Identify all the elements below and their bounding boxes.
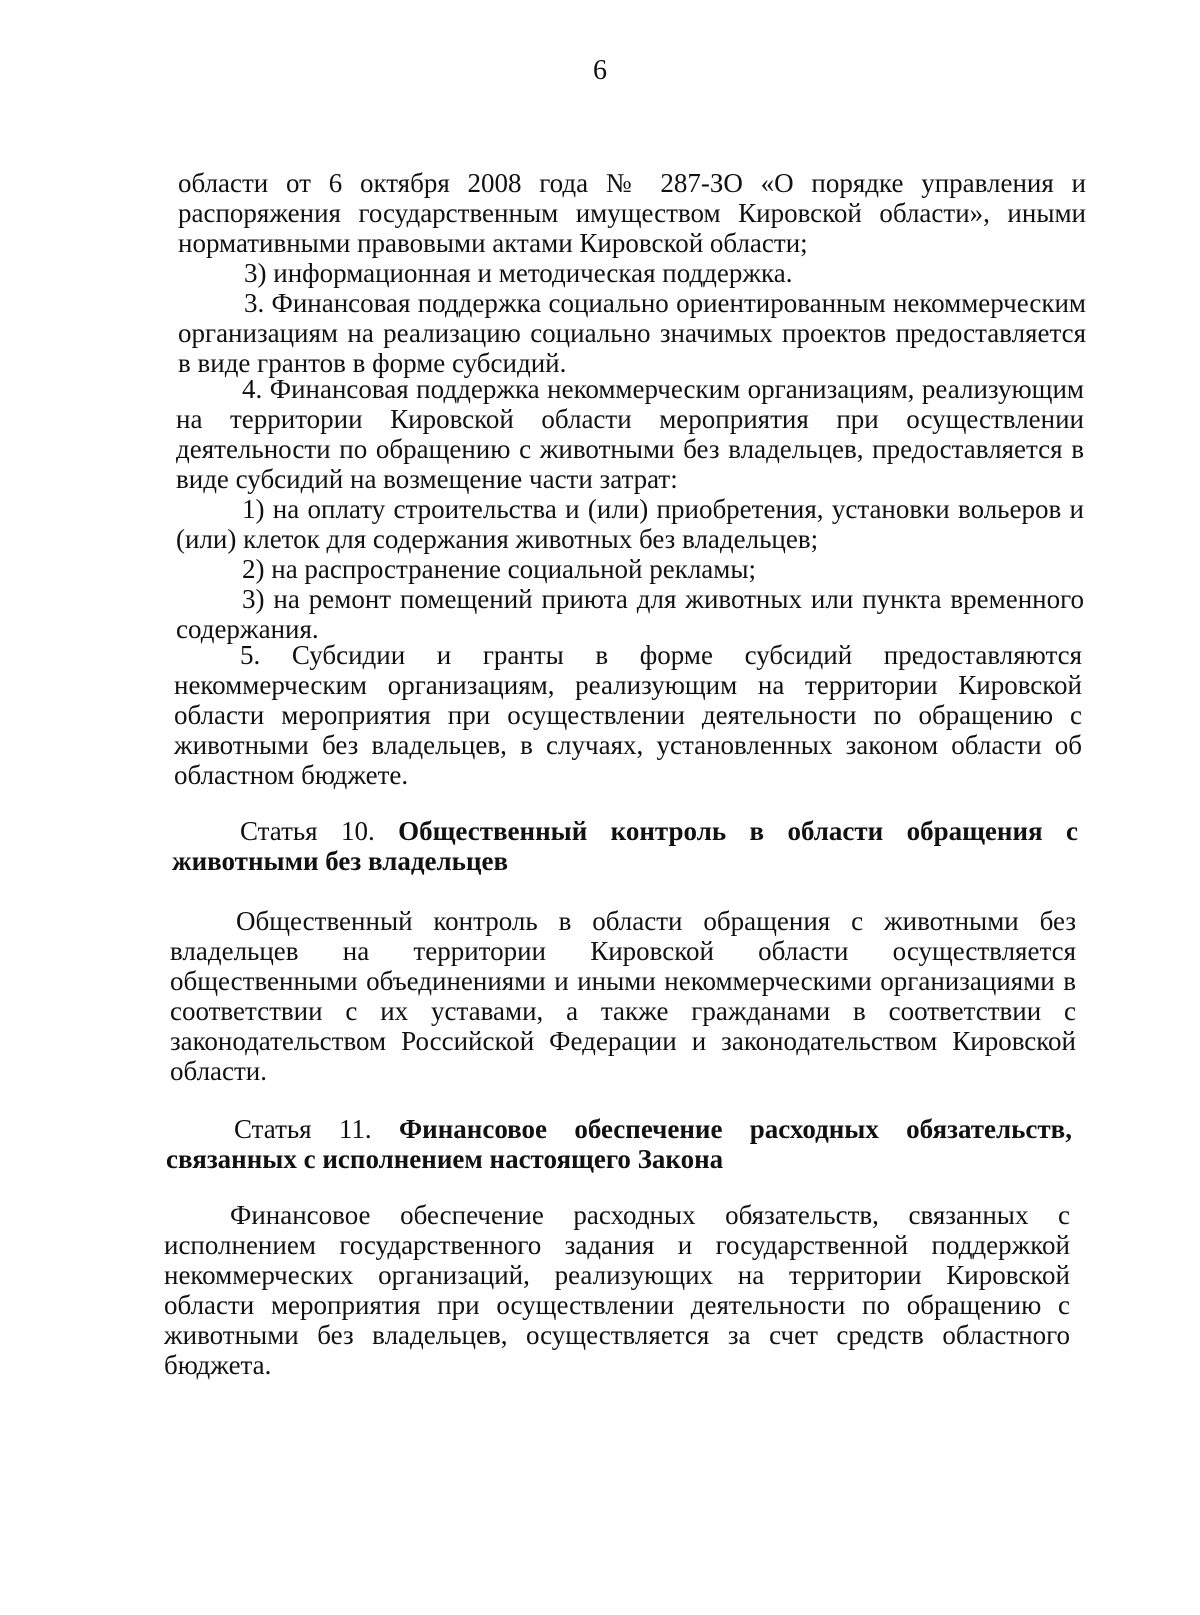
intro-item-3: 3) информационная и методическая поддержка. bbox=[244, 258, 793, 288]
article-10-heading bbox=[172, 816, 1078, 876]
clause-5-block bbox=[174, 640, 1082, 790]
clause-4-block bbox=[176, 374, 1084, 644]
article-11-label: Статья 11. bbox=[234, 1114, 372, 1144]
clause-4: 4. Финансовая поддержка некоммерческим организациям, реализующим на территории Кировской области мероприятия при осуществлении деятельности по обращению с животными без владельцев, предоставляется в виде субсидий на возмещение части затрат: bbox=[176, 374, 1084, 494]
article-11-heading bbox=[166, 1114, 1072, 1174]
intro-continuation: области от 6 октября 2008 года № 287-ЗО «О порядке управления и распоряжения государственным имуществом Кировской области», иными нормативными правовыми актами Кировской области; bbox=[178, 168, 1086, 258]
clause-5: 5. Субсидии и гранты в форме субсидий предоставляются некоммерческим организациям, реализующим на территории Кировской области мероприятия при осуществлении деятельности по обращению с животными без владельцев, в случаях, установленных законом области об областном бюджете. bbox=[174, 640, 1082, 790]
clause-4-sub-3: 3) на ремонт помещений приюта для животных или пункта временного содержания. bbox=[176, 584, 1084, 644]
intro-block bbox=[178, 168, 1086, 378]
article-10-body: Общественный контроль в области обращения с животными без владельцев на территории Кировской области осуществляется общественными объединениями и иными некоммерческими организациями в соответствии с их уставами, а также гражданами в соответствии с законодательством Российской Федерации и законодательством Кировской области. bbox=[170, 906, 1076, 1086]
article-10-body-block bbox=[170, 906, 1076, 1086]
article-10-label: Статья 10. bbox=[240, 816, 375, 846]
page-number: 6 bbox=[593, 55, 607, 86]
article-11-body-block bbox=[164, 1200, 1070, 1380]
article-11-title: Финансовое обеспечение расходных обязательств, связанных с исполнением настоящего Закона bbox=[166, 1114, 1073, 1174]
article-10-title: Общественный контроль в области обращения с животными без владельцев bbox=[172, 816, 1078, 876]
article-11-body: Финансовое обеспечение расходных обязательств, связанных с исполнением государственного задания и государственной поддержкой некоммерческих организаций, реализующих на территории Кировской области мероприятия при осуществлении деятельности по обращению с животными без владельцев, осуществляется за счет средств областного бюджета. bbox=[164, 1200, 1070, 1380]
clause-4-sub-2: 2) на распространение социальной рекламы; bbox=[242, 554, 757, 584]
clause-4-sub-1: 1) на оплату строительства и (или) приобретения, установки вольеров и (или) клеток для содержания животных без владельцев; bbox=[176, 494, 1084, 554]
clause-3: 3. Финансовая поддержка социально ориентированным некоммерческим организациям на реализацию социально значимых проектов предоставляется в виде грантов в форме субсидий. bbox=[178, 288, 1086, 378]
